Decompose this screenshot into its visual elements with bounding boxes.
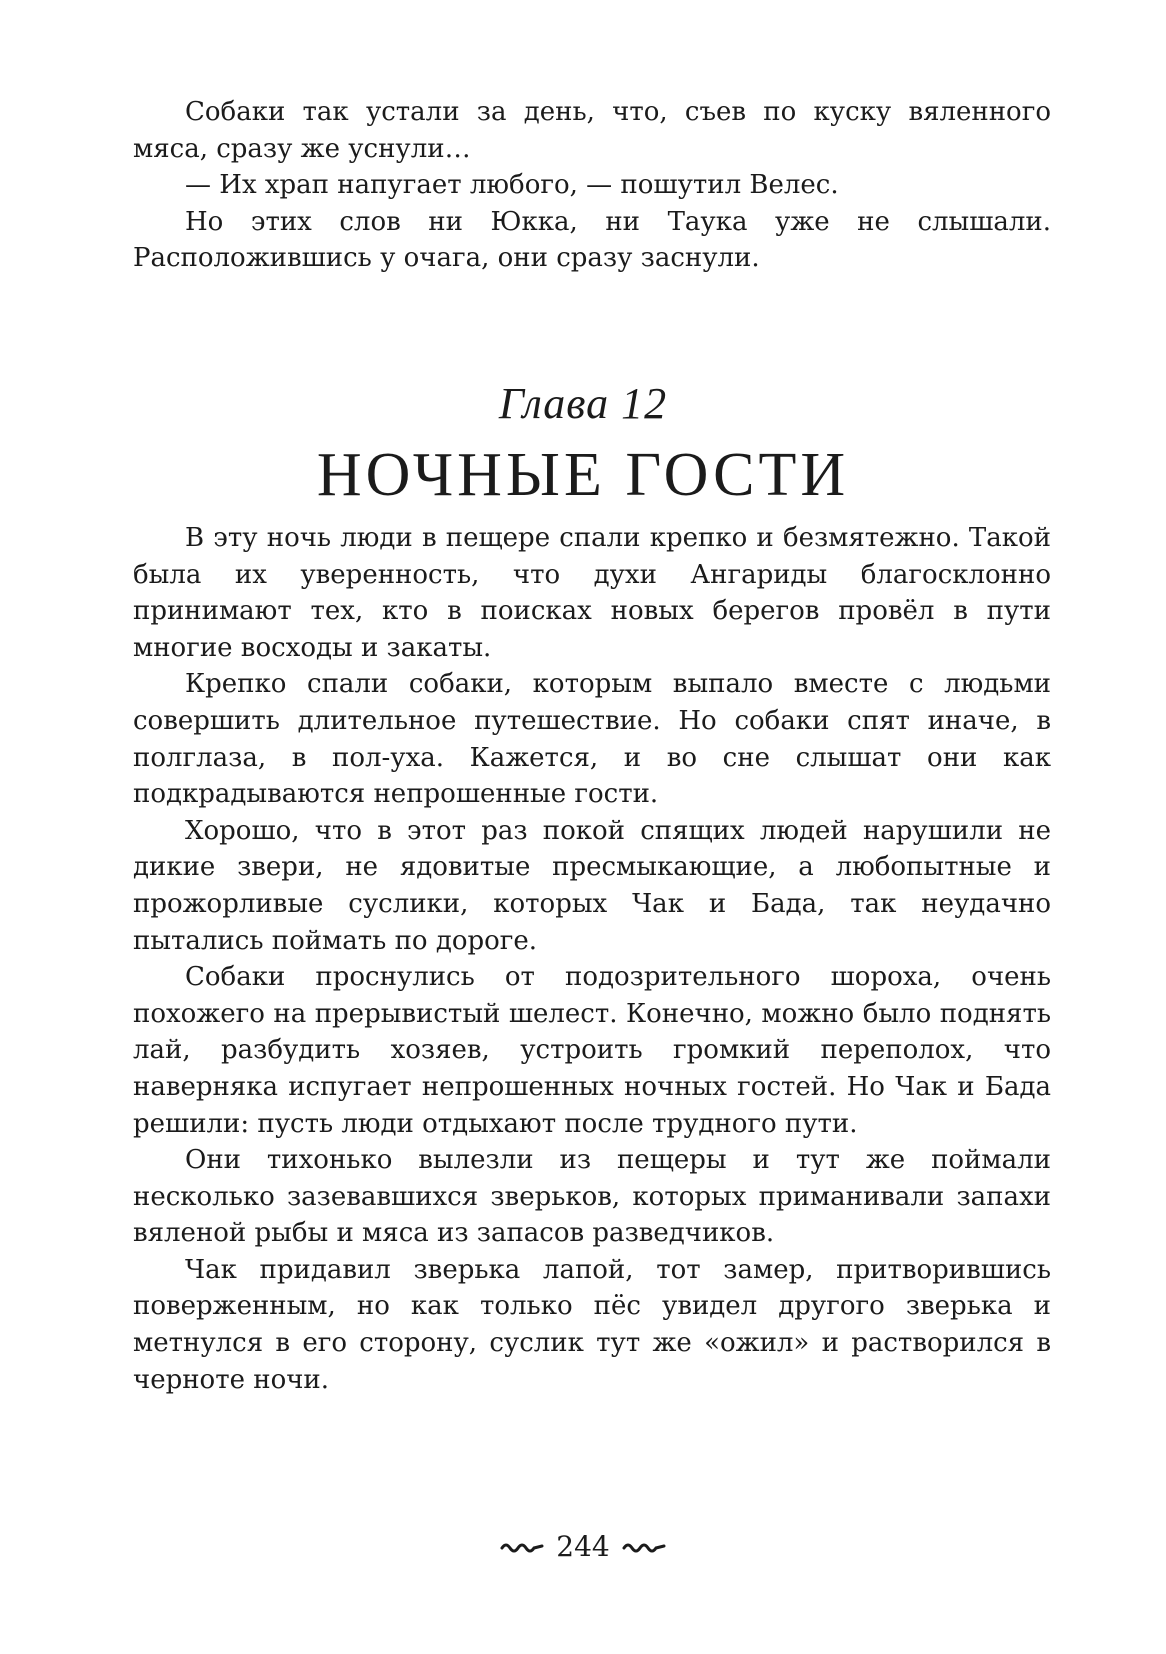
paragraph: Хорошо, что в этот раз покой спящих людей нарушили не дикие звери, не ядовитые пресмыкающие, а любопытные и прожорливые суслики, которых Чак и Бада, так неудачно пытались поймать по дороге. (133, 815, 1051, 956)
paragraph: В эту ночь люди в пещере спали крепко и безмятежно. Такой была их уверенность, что духи Ангариды благосклонно принимают тех, кто в поисках новых берегов провёл в пути многие восходы и закаты. (133, 523, 1051, 663)
page-number: 244 (556, 1530, 610, 1563)
page-footer (0, 1530, 1166, 1563)
paragraph: Чак придавил зверька лапой, тот замер, притворившись поверженным, но как только пёс увидел другого зверька и метнулся в его сторону, суслик тут же «ожил» и растворился в черноте ночи. (133, 1254, 1051, 1395)
paragraph: Но этих слов ни Юкка, ни Таука уже не слышали. Расположившись у очага, они сразу заснули. (133, 206, 1051, 274)
paragraph: Крепко спали собаки, которым выпало вместе с людьми совершить длительное путешествие. Но собаки спят иначе, в полглаза, в пол-уха. Кажется, и во сне слышат они как подкрадываются непрошенные гости. (133, 669, 1051, 810)
paragraph: Собаки проснулись от подозрительного шороха, очень похожего на прерывистый шелест. Конечно, можно было поднять лай, разбудить хозяев, устроить громкий переполох, что наверняка испугает непрошенных ночных гостей. Но Чак и Бада решили: пусть люди отдыхают после трудного пути. (133, 962, 1051, 1139)
paragraph: — Их храп напугает любого, — пошутил Велес. (185, 170, 839, 201)
wave-ornament-icon (500, 1540, 544, 1554)
wave-ornament-icon (622, 1540, 666, 1554)
top-text-block (133, 94, 1051, 277)
chapter-title: НОЧНЫЕ ГОСТИ (316, 441, 850, 509)
chapter-label: Глава 12 (498, 379, 668, 428)
paragraph: Они тихонько вылезли из пещеры и тут же поймали несколько зазевавшихся зверьков, которых приманивали запахи вяленой рыбы и мяса из запасов разведчиков. (133, 1145, 1051, 1249)
body-text-block (133, 520, 1051, 1398)
paragraph: Собаки так устали за день, что, съев по куску вяленного мяса, сразу же уснули… (133, 97, 1051, 164)
